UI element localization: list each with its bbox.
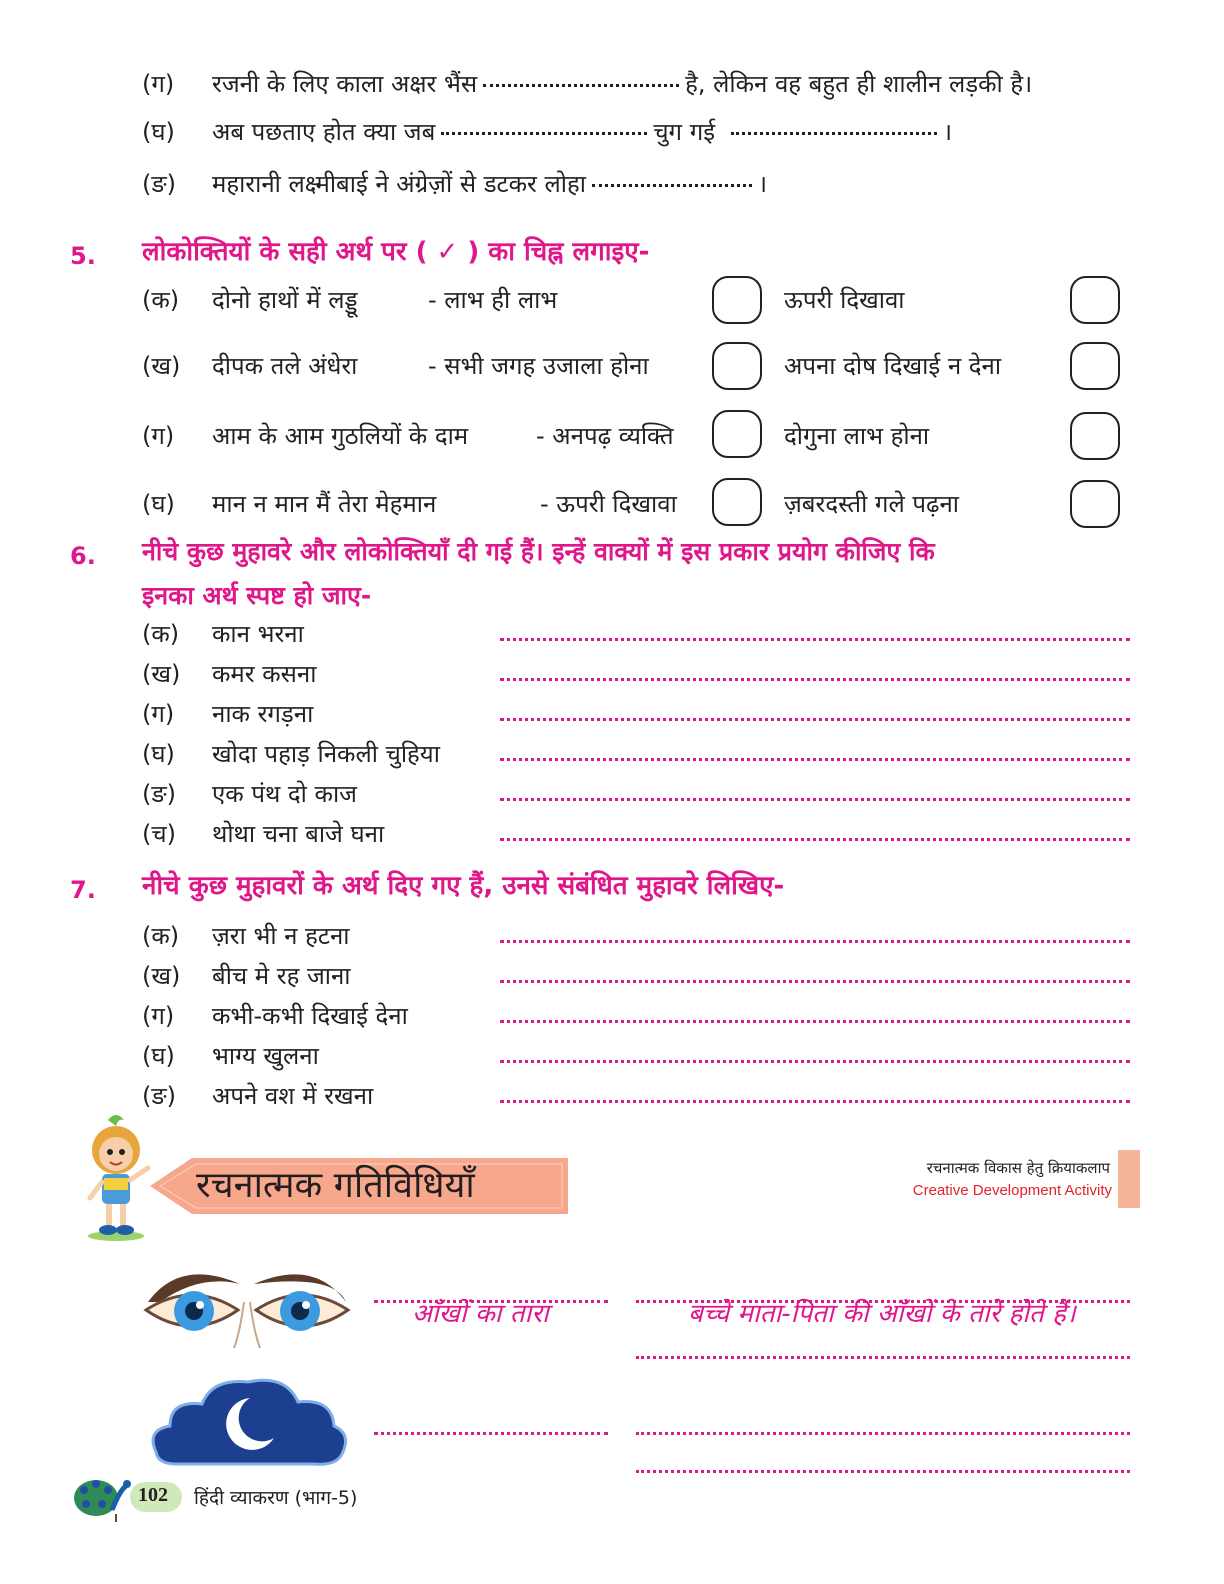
answer-line[interactable] [500,678,1130,681]
q5-option: ऊपरी दिखावा [784,286,905,314]
answer-line[interactable] [500,1100,1130,1103]
example-sentence: बच्चे माता-पिता की आँखों के तारे होते हैं। [688,1299,1076,1329]
side-label-hindi: रचनात्मक विकास हेतु क्रियाकलाप [926,1159,1110,1177]
cartoon-girl-illustration [78,1112,158,1242]
answer-line[interactable] [500,1060,1130,1063]
q5-option: - सभी जगह उजाला होना [428,352,649,380]
blank[interactable] [592,184,752,187]
q6-item: (क) कान भरना [142,620,304,648]
answer-line[interactable] [500,940,1130,943]
q4-item-gha: (घ) अब पछताए होत क्या जब चुग गई । [142,118,953,146]
q5-option: ज़बरदस्ती गले पढ़ना [784,490,960,518]
question-number: 6. [70,542,96,570]
checkbox[interactable] [712,342,762,390]
question-title-line2: इनका अर्थ स्पष्ट हो जाए- [142,581,372,610]
q7-item: (क) ज़रा भी न हटना [142,922,350,950]
q5-option: - लाभ ही लाभ [428,286,558,314]
side-label-english: Creative Development Activity [912,1182,1112,1199]
answer-line[interactable] [500,798,1130,801]
sentence-answer-line[interactable] [636,1356,1130,1359]
q6-item: (ङ) एक पंथ दो काज [142,780,357,808]
answer-line[interactable] [500,718,1130,721]
q6-item: (च) थोथा चना बाजे घना [142,820,385,848]
answer-line[interactable] [500,980,1130,983]
checkbox[interactable] [1070,276,1120,324]
q7-item: (ख) बीच मे रह जाना [142,962,351,990]
checkbox[interactable] [712,276,762,324]
answer-line[interactable] [500,758,1130,761]
answer-line[interactable] [500,838,1130,841]
q5-row: (घ) मान न मान मैं तेरा मेहमान [142,490,437,518]
peacock-icon [72,1470,134,1524]
moon-cloud-picture [146,1372,352,1470]
idiom-answer-line[interactable] [374,1432,608,1435]
blank[interactable] [731,132,937,135]
q5-option: - ऊपरी दिखावा [540,490,677,518]
eyes-picture [140,1262,354,1352]
question-number: 7. [70,876,96,904]
sentence-answer-line[interactable] [636,1432,1130,1435]
answer-line[interactable] [500,638,1130,641]
checkbox[interactable] [1070,412,1120,460]
q7-item: (घ) भाग्य खुलना [142,1042,319,1070]
q5-option: अपना दोष दिखाई न देना [784,352,1002,380]
q5-option: - अनपढ़ व्यक्ति [536,422,674,450]
checkbox[interactable] [1070,480,1120,528]
book-title: हिंदी व्याकरण (भाग-5) [194,1487,358,1509]
q7-item: (ग) कभी-कभी दिखाई देना [142,1002,408,1030]
banner-title: रचनात्मक गतिविधियाँ [196,1165,475,1206]
q6-item: (ग) नाक रगड़ना [142,700,314,728]
q6-item: (ख) कमर कसना [142,660,317,688]
checkbox[interactable] [1070,342,1120,390]
question-title: नीचे कुछ मुहावरों के अर्थ दिए गए हैं, उनसे संबंधित मुहावरे लिखिए- [142,871,785,901]
q5-option: दोगुना लाभ होना [784,422,930,450]
page-number: 102 [138,1484,168,1506]
checkbox[interactable] [712,478,762,526]
question-title-line1: नीचे कुछ मुहावरे और लोकोक्तियाँ दी गई हैं। इन्हें वाक्यों में इस प्रकार प्रयोग कीजिए कि [142,537,935,566]
q7-item: (ङ) अपने वश में रखना [142,1082,374,1110]
question-title: लोकोक्तियों के सही अर्थ पर ( ✓ ) का चिह्न लगाइए- [142,237,650,267]
q4-item-ga: (ग) रजनी के लिए काला अक्षर भैंस है, लेकिन वह बहुत ही शालीन लड़की है। [142,70,1033,98]
q6-item: (घ) खोदा पहाड़ निकली चुहिया [142,740,440,768]
sidebar-accent-bar [1118,1150,1140,1208]
blank[interactable] [483,84,679,87]
q4-item-nga: (ङ) महारानी लक्ष्मीबाई ने अंग्रेज़ों से डटकर लोहा । [142,170,768,198]
blank[interactable] [441,132,647,135]
q5-row: (क) दोनो हाथों में लड्डू [142,286,358,314]
q5-row: (ख) दीपक तले अंधेरा [142,352,358,380]
question-number: 5. [70,242,96,270]
answer-line[interactable] [500,1020,1130,1023]
q5-row: (ग) आम के आम गुठलियों के दाम [142,422,469,450]
example-idiom: आँखों का तारा [412,1299,549,1329]
sentence-answer-line[interactable] [636,1470,1130,1473]
checkbox[interactable] [712,410,762,458]
